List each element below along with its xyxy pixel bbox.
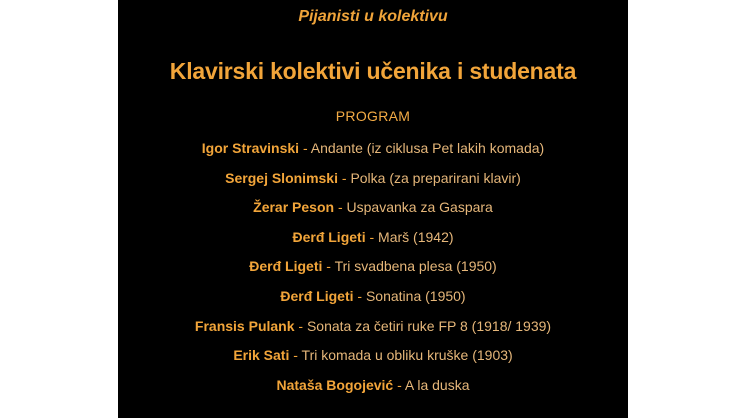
poster-title: Klavirski kolektivi učenika i studenata (169, 58, 577, 84)
composer-name: Erik Sati (233, 347, 290, 364)
composer-name: Igor Stravinski (201, 140, 300, 156)
separator: - (353, 287, 366, 304)
work-title: Sonata za četiri ruke FP 8 (1918/ 1939) (306, 317, 552, 334)
program-item (118, 255, 628, 285)
poster-subtitle: Pijanisti u kolektivu (298, 8, 448, 25)
composer-name: Žerar Peson (253, 199, 335, 216)
program-item (118, 374, 628, 404)
composer-name: Nataša Bogojević (276, 376, 394, 393)
program-item (118, 344, 628, 374)
program-item (118, 315, 628, 345)
program-item (118, 196, 628, 226)
program-heading: PROGRAM (335, 108, 411, 124)
work-title: Tri svadbena plesa (1950) (334, 258, 497, 275)
work-title: Sonatina (1950) (365, 287, 466, 304)
composer-name: Fransis Pulank (194, 317, 295, 334)
program-item (118, 137, 628, 167)
separator: - (334, 199, 347, 216)
program-item (118, 167, 628, 197)
separator: - (365, 228, 379, 245)
composer-name: Đerđ Ligeti (280, 287, 354, 304)
separator: - (289, 347, 302, 364)
program-list (118, 137, 628, 403)
work-title: Andante (iz ciklusa Pet lakih komada) (310, 140, 545, 156)
composer-name: Sergej Slonimski (225, 169, 338, 186)
separator: - (322, 258, 335, 275)
program-item (118, 226, 628, 256)
work-title: Polka (za preparirani klavir) (350, 169, 521, 186)
work-title: Uspavanka za Gaspara (346, 199, 493, 216)
separator: - (299, 140, 311, 156)
work-title: Tri komada u obliku kruške (1903) (301, 347, 513, 364)
program-poster (118, 0, 628, 418)
program-item (118, 285, 628, 315)
composer-name: Đerđ Ligeti (249, 258, 323, 275)
separator: - (294, 317, 307, 334)
work-title: A la duska (404, 376, 470, 393)
composer-name: Đerđ Ligeti (292, 228, 366, 245)
separator: - (337, 169, 351, 186)
separator: - (393, 376, 405, 393)
work-title: Marš (1942) (378, 228, 454, 245)
